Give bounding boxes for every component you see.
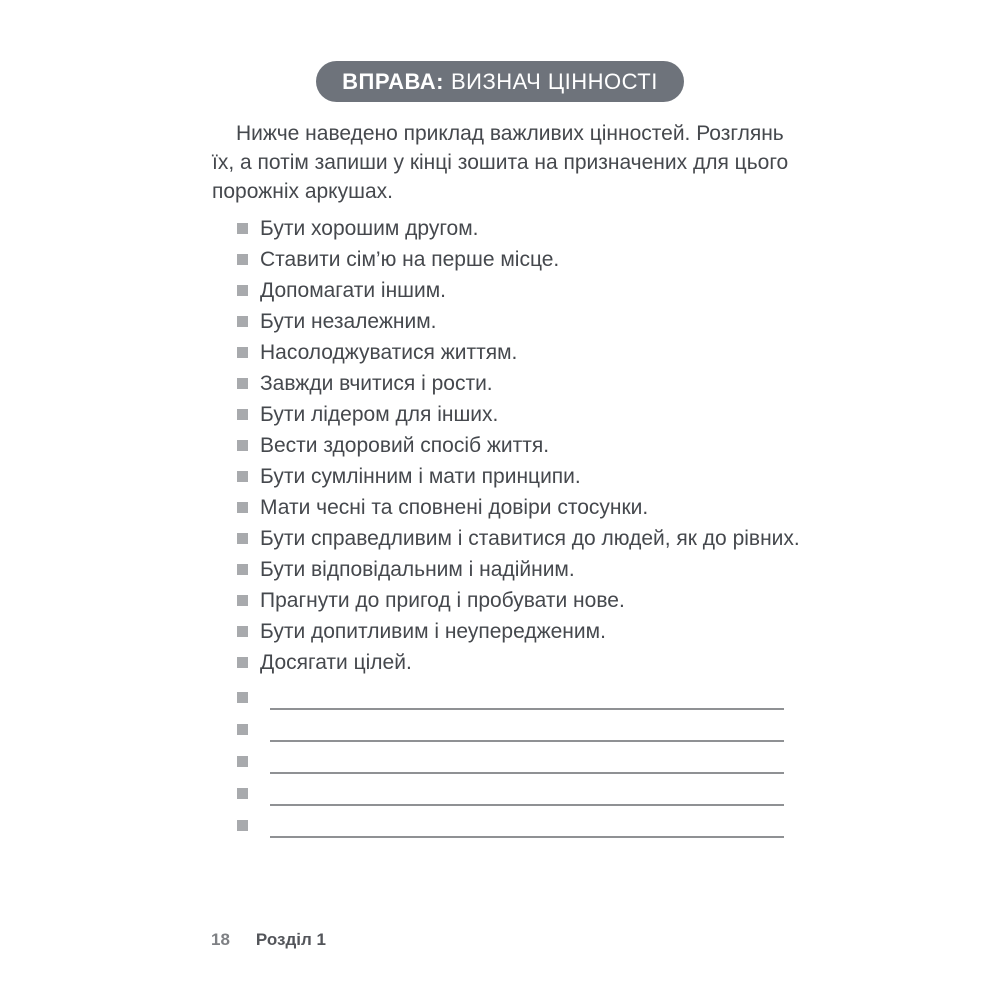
list-item-label: Бути сумлінним і мати принципи. [260,464,581,488]
blank-line-row [237,710,1000,742]
square-bullet-icon [237,440,248,451]
list-item-label: Вести здоровий спосіб життя. [260,433,550,457]
square-bullet-icon [237,724,248,735]
square-bullet-icon [237,285,248,296]
square-bullet-icon [237,692,248,703]
list-item-label: Бути хорошим другом. [260,216,479,240]
list-item [237,306,1000,337]
square-bullet-icon [237,657,248,668]
write-in-line [270,812,784,838]
badge-prefix: ВПРАВА: [342,69,444,94]
list-item [237,399,1000,430]
list-item [237,213,1000,244]
list-item [237,337,1000,368]
square-bullet-icon [237,820,248,831]
page-number: 18 [211,930,230,949]
square-bullet-icon [237,409,248,420]
chapter-label: Розділ 1 [255,930,326,949]
square-bullet-icon [237,564,248,575]
list-item-label: Прагнути до пригод і пробувати нове. [260,588,625,612]
list-item-label: Бути незалежним. [260,309,437,333]
blank-line-row [237,678,1000,710]
list-item-label: Бути лідером для інших. [260,402,499,426]
list-item [237,492,1000,523]
write-in-line [270,684,784,710]
list-item [237,585,1000,616]
list-item-label: Ставити сім’ю на перше місце. [260,247,560,271]
list-item-label: Бути відповідальним і надійним. [260,557,575,581]
list-item [237,275,1000,306]
write-in-line [270,716,784,742]
blank-lines [237,678,1000,838]
list-item [237,647,1000,678]
square-bullet-icon [237,347,248,358]
square-bullet-icon [237,223,248,234]
blank-line-row [237,742,1000,774]
square-bullet-icon [237,788,248,799]
list-item-label: Насолоджуватися життям. [260,340,518,364]
write-in-line [270,748,784,774]
write-in-line [270,780,784,806]
list-item [237,244,1000,275]
list-item-label: Бути допитливим і неупередженим. [260,619,606,643]
list-item-label: Допомагати іншим. [260,278,447,302]
square-bullet-icon [237,756,248,767]
values-list [237,213,1000,678]
square-bullet-icon [237,533,248,544]
blank-line-row [237,806,1000,838]
list-item [237,523,1000,554]
square-bullet-icon [237,595,248,606]
list-item-label: Бути справедливим і ставитися до людей, як до рівних. [260,526,800,550]
square-bullet-icon [237,626,248,637]
badge-title: ВИЗНАЧ ЦІННОСТІ [450,69,658,94]
badge-row [0,0,1000,102]
intro-paragraph: Нижче наведено приклад важливих цінностей. Розглянь їх, а потім запиши у кінці зошита на призначених для цього порожніх аркушах. [212,122,789,203]
square-bullet-icon [237,471,248,482]
list-item-label: Мати чесні та сповнені довіри стосунки. [260,495,649,519]
list-item [237,616,1000,647]
list-item [237,554,1000,585]
blank-line-row [237,774,1000,806]
list-item-label: Досягати цілей. [260,650,412,674]
square-bullet-icon [237,254,248,265]
list-item [237,430,1000,461]
square-bullet-icon [237,316,248,327]
square-bullet-icon [237,378,248,389]
list-item-label: Завжди вчитися і рости. [260,371,493,395]
page-footer [211,930,326,950]
square-bullet-icon [237,502,248,513]
list-item [237,461,1000,492]
exercise-badge [316,61,684,102]
list-item [237,368,1000,399]
